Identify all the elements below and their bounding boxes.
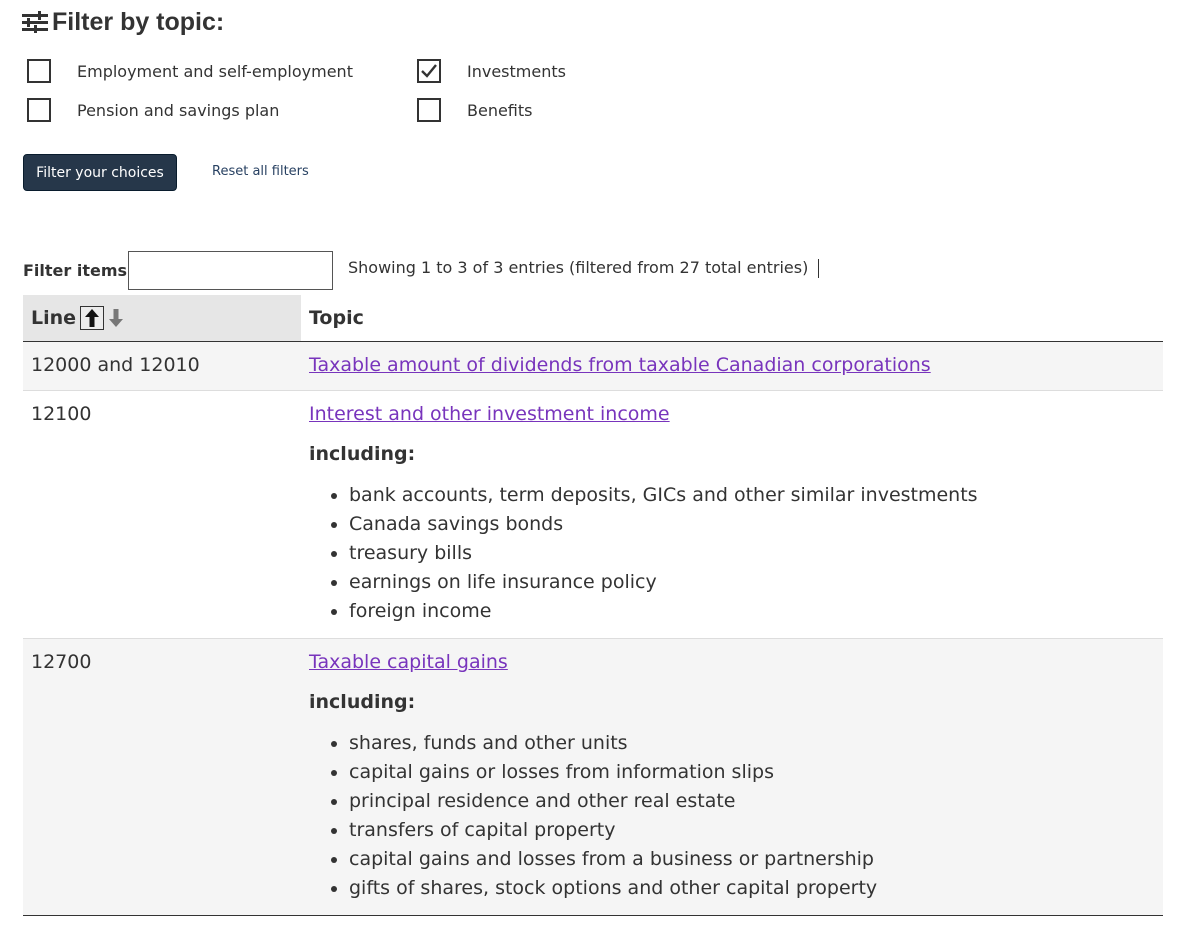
table-row bbox=[23, 639, 1163, 916]
checkbox-employment-label: Employment and self-employment bbox=[77, 61, 353, 81]
list-item: • gifts of shares, stock options and other capital property bbox=[349, 874, 1155, 903]
reset-filters-link[interactable]: Reset all filters bbox=[212, 164, 309, 179]
checkbox-employment[interactable] bbox=[27, 59, 353, 83]
sort-ascending-button[interactable] bbox=[80, 306, 104, 330]
line-cell: 12000 and 12010 bbox=[23, 342, 301, 391]
including-label: including: bbox=[309, 691, 416, 713]
list-item: • capital gains or losses from information slips bbox=[349, 758, 1155, 787]
including-list bbox=[309, 481, 1155, 626]
list-item: • bank accounts, term deposits, GICs and other similar investments bbox=[349, 481, 1155, 510]
topic-link-capital-gains[interactable]: Taxable capital gains bbox=[309, 651, 508, 673]
table-row bbox=[23, 342, 1163, 391]
filter-heading-text: Filter by topic: bbox=[52, 7, 225, 36]
filter-heading bbox=[22, 5, 224, 39]
filter-items-label: Filter items bbox=[23, 261, 128, 280]
text-cursor bbox=[818, 259, 819, 278]
list-item: • principal residence and other real estate bbox=[349, 787, 1155, 816]
filter-items-input[interactable] bbox=[128, 251, 333, 290]
checkbox-pension[interactable] bbox=[27, 98, 279, 122]
checkbox-pension-label: Pension and savings plan bbox=[77, 100, 280, 120]
list-item: • shares, funds and other units bbox=[349, 729, 1155, 758]
line-cell: 12100 bbox=[23, 391, 301, 639]
checkbox-investments[interactable] bbox=[417, 59, 566, 83]
sort-controls[interactable] bbox=[80, 306, 128, 330]
list-item: • transfers of capital property bbox=[349, 816, 1155, 845]
checkbox-investments-box[interactable] bbox=[417, 59, 441, 83]
list-item: • Canada savings bonds bbox=[349, 510, 1155, 539]
checkmark-icon bbox=[420, 63, 438, 79]
topic-cell bbox=[301, 391, 1163, 639]
line-cell: 12700 bbox=[23, 639, 301, 916]
checkbox-pension-box[interactable] bbox=[27, 98, 51, 122]
topic-link-interest[interactable]: Interest and other investment income bbox=[309, 403, 670, 425]
topics-table bbox=[23, 295, 1163, 916]
list-item: • foreign income bbox=[349, 597, 1155, 626]
arrow-down-icon bbox=[108, 308, 124, 328]
checkbox-benefits[interactable] bbox=[417, 98, 533, 122]
table-header-row bbox=[23, 295, 1163, 342]
entries-info bbox=[348, 258, 819, 278]
filter-choices-button[interactable]: Filter your choices bbox=[23, 154, 177, 191]
entries-info-text: Showing 1 to 3 of 3 entries (filtered from 27 total entries) bbox=[348, 258, 809, 277]
topic-cell bbox=[301, 342, 1163, 391]
column-header-line[interactable] bbox=[23, 295, 301, 342]
table-row bbox=[23, 391, 1163, 639]
list-item: • treasury bills bbox=[349, 539, 1155, 568]
checkbox-benefits-label: Benefits bbox=[467, 100, 533, 120]
column-header-line-label: Line bbox=[31, 307, 77, 329]
checkbox-investments-label: Investments bbox=[467, 61, 566, 81]
checkbox-employment-box[interactable] bbox=[27, 59, 51, 83]
sliders-icon bbox=[22, 11, 48, 33]
column-header-topic: Topic bbox=[301, 295, 1163, 342]
including-label: including: bbox=[309, 443, 416, 465]
topic-cell bbox=[301, 639, 1163, 916]
list-item: • earnings on life insurance policy bbox=[349, 568, 1155, 597]
topic-link-dividends[interactable]: Taxable amount of dividends from taxable Canadian corporations bbox=[309, 354, 931, 376]
checkbox-benefits-box[interactable] bbox=[417, 98, 441, 122]
list-item: • capital gains and losses from a business or partnership bbox=[349, 845, 1155, 874]
sort-descending-button[interactable] bbox=[104, 306, 128, 330]
including-list bbox=[309, 729, 1155, 903]
arrow-up-icon bbox=[84, 308, 100, 328]
